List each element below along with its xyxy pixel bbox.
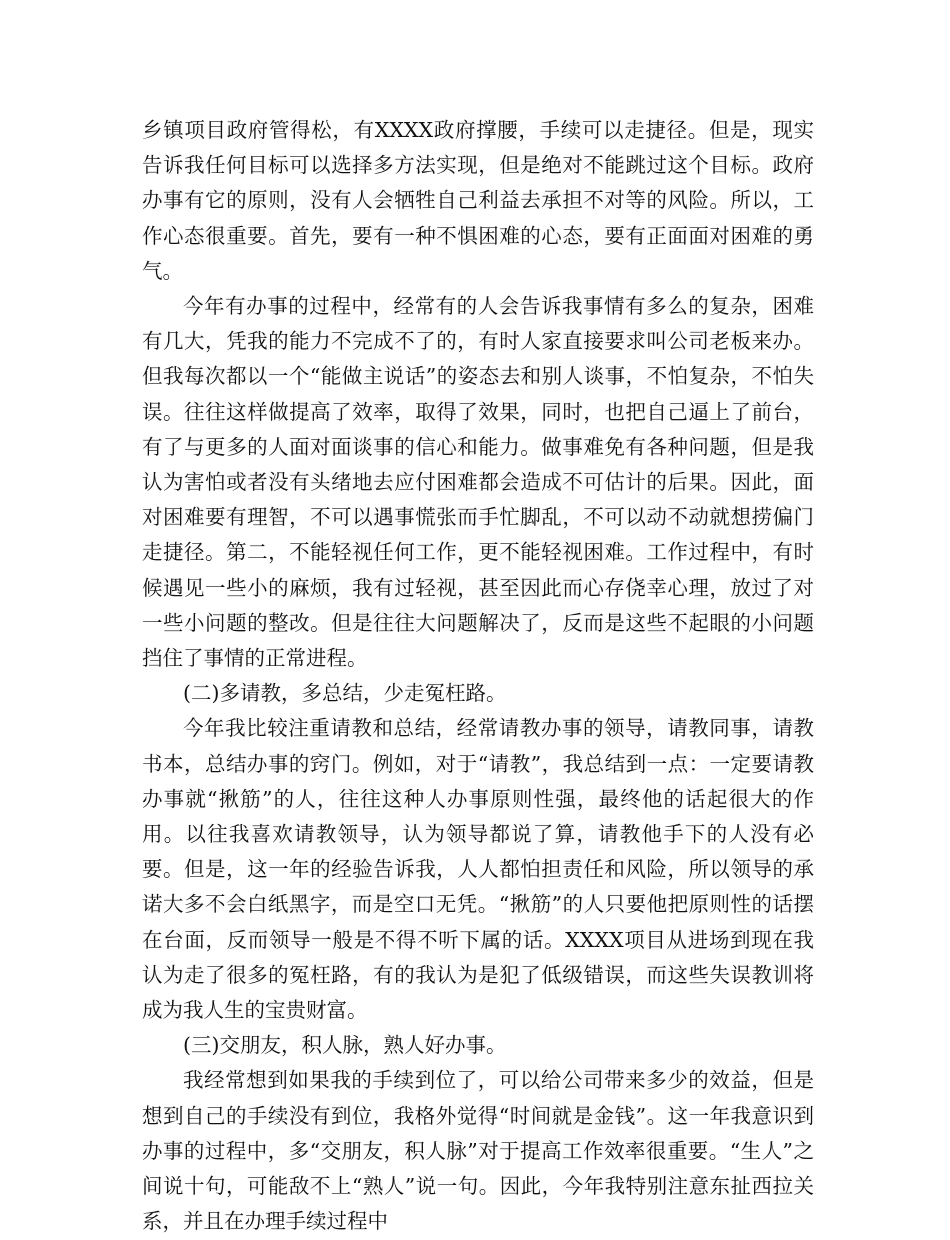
section-heading-3: (三)交朋友，积人脉，熟人好办事。 bbox=[183, 1033, 507, 1058]
section-heading-2: (二)多请教，多总结，少走冤枉路。 bbox=[183, 681, 507, 706]
paragraph-3: 今年我比较注重请教和总结，经常请教办事的领导，请教同事，请教书本，总结办事的窍门。例如，对于“请教”，我总结到一点：一定要请教办事就“揪筋”的人，往往这种人办事原则性强，最终他的话起很大的作用。以往我喜欢请教领导，认为领导都说了算，请教他手下的人没有必要。但是，这一年的经验告诉我，人人都怕担责任和风险，所以领导的承诺大多不会白纸黑字，而是空口无凭。“揪筋”的人只要他把原则性的话摆在台面，反而领导一般是不得不听下属的话。XXXX项目从进场到现在我认为走了很多的冤枉路，有的我认为是犯了低级错误，而这些失误教训将成为我人生的宝贵财富。 bbox=[142, 716, 814, 1023]
paragraph-1: 乡镇项目政府管得松，有XXXX政府撑腰，手续可以走捷径。但是，现实告诉我任何目标可以选择多方法实现，但是绝对不能跳过这个目标。政府办事有它的原则，没有人会牺牲自己利益去承担不对等的风险。所以，工作心态很重要。首先，要有一种不惧困难的心态，要有正面面对困难的勇气。 bbox=[142, 118, 814, 283]
paragraph-2: 今年有办事的过程中，经常有的人会告诉我事情有多么的复杂，困难有几大，凭我的能力不完成不了的，有时人家直接要求叫公司老板来办。但我每次都以一个“能做主说话”的姿态去和别人谈事，不怕复杂，不怕失误。往往这样做提高了效率，取得了效果，同时，也把自己逼上了前台，有了与更多的人面对面谈事的信心和能力。做事难免有各种问题，但是我认为害怕或者没有头绪地去应付困难都会造成不可估计的后果。因此，面对困难要有理智，不可以遇事慌张而手忙脚乱，不可以动不动就想捞偏门走捷径。第二，不能轻视任何工作，更不能轻视困难。工作过程中，有时候遇见一些小的麻烦，我有过轻视，甚至因此而心存侥幸心理，放过了对一些小问题的整改。但是往往大问题解决了，反而是这些不起眼的小问题挡住了事情的正常进程。 bbox=[142, 294, 814, 671]
paragraph-4: 我经常想到如果我的手续到位了，可以给公司带来多少的效益，但是想到自己的手续没有到位，我格外觉得“时间就是金钱”。这一年我意识到办事的过程中，多“交朋友，积人脉”对于提高工作效率很重要。“生人”之间说十句，可能敌不上“熟人”说一句。因此，今年我特别注意东扯西拉关系，并且在办理手续过程中 bbox=[142, 1068, 814, 1234]
document-page bbox=[142, 113, 814, 1240]
